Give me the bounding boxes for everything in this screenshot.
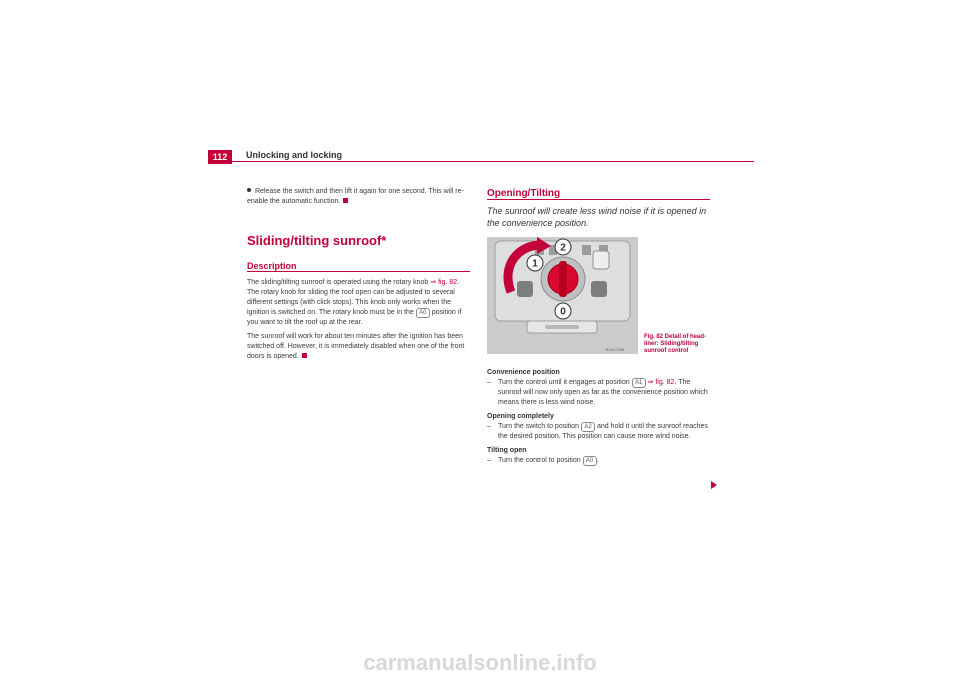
bullet-text: Release the switch and then lift it again for one second. This will re-enable the automatic function.	[247, 188, 464, 205]
header-rule	[208, 161, 754, 162]
intro-text: The sunroof will create less wind noise if it is opened in the convenience position.	[487, 206, 707, 228]
text-run: . The sunroof will now only open as far as the convenience position which means there is less wind noise.	[498, 379, 708, 406]
description-paragraph-1	[247, 278, 470, 328]
opening-tilting-title: Opening/Tilting	[487, 188, 561, 199]
text-run: Turn the switch to position	[498, 423, 582, 430]
end-of-section-icon	[343, 198, 348, 203]
text-run: . The rotary knob for sliding the roof open can be adjusted to several different settings (with click stops). This knob only works when the ignition is switched on. The rotary knob must be in the	[247, 279, 460, 316]
subsection-rule	[247, 271, 470, 272]
text-run: Turn the control until it engages at position	[498, 379, 632, 386]
figure-caption: Fig. 82 Detail of head-liner: Sliding/tilting sunroof control	[644, 334, 707, 354]
opening-tilting-rule	[487, 199, 710, 200]
position-badge: A2	[581, 422, 595, 432]
figure-code: B1M-0396	[605, 347, 625, 352]
figure-link[interactable]: ⇒ fig. 82	[645, 379, 675, 386]
tilting-heading: Tilting open	[487, 447, 527, 454]
position-badge: A0	[583, 456, 597, 466]
next-page-arrow-icon	[711, 481, 717, 489]
convenience-heading: Convenience position	[487, 369, 560, 376]
text-run: and hold it until the sunroof reaches the desired position. This position can cause more wind noise.	[498, 423, 708, 440]
section-title: Sliding/tilting sunroof*	[247, 233, 387, 248]
tilting-step	[487, 456, 715, 466]
dash: –	[487, 379, 491, 386]
convenience-step	[487, 378, 715, 408]
dash: –	[487, 457, 491, 464]
text-run: .	[596, 457, 599, 464]
text-run: The sunroof will work for about ten minutes after the ignition has been switched off. However, it is immediately disabled when one of the front doors is opened.	[247, 333, 465, 360]
opening-step	[487, 422, 715, 442]
page-number: 112	[208, 150, 232, 164]
running-header: Unlocking and locking	[246, 150, 343, 160]
subsection-title: Description	[247, 261, 297, 271]
figure-label-1: 1	[532, 258, 538, 270]
dash: –	[487, 423, 491, 430]
description-paragraph-2	[247, 332, 470, 362]
text-run: position if you want to tilt the roof up at the rear.	[247, 309, 462, 326]
bullet-paragraph	[247, 187, 470, 207]
end-of-section-icon	[302, 353, 307, 358]
figure-label-2: 2	[560, 242, 566, 254]
bullet-icon	[247, 188, 251, 192]
figure-label-0: 0	[560, 306, 566, 318]
position-badge: A1	[632, 378, 646, 388]
position-badge: A0	[416, 308, 430, 318]
figure-link[interactable]: ⇒ fig. 82	[430, 279, 458, 286]
sunroof-control-figure	[487, 237, 638, 354]
text-run: The sliding/tilting sunroof is operated using the rotary knob	[247, 279, 431, 286]
text-run: Turn the control to position	[498, 457, 583, 464]
instructions	[487, 368, 715, 466]
watermark: carmanualsonline.info	[363, 650, 597, 675]
opening-heading: Opening completely	[487, 413, 554, 420]
description-block	[247, 278, 470, 366]
